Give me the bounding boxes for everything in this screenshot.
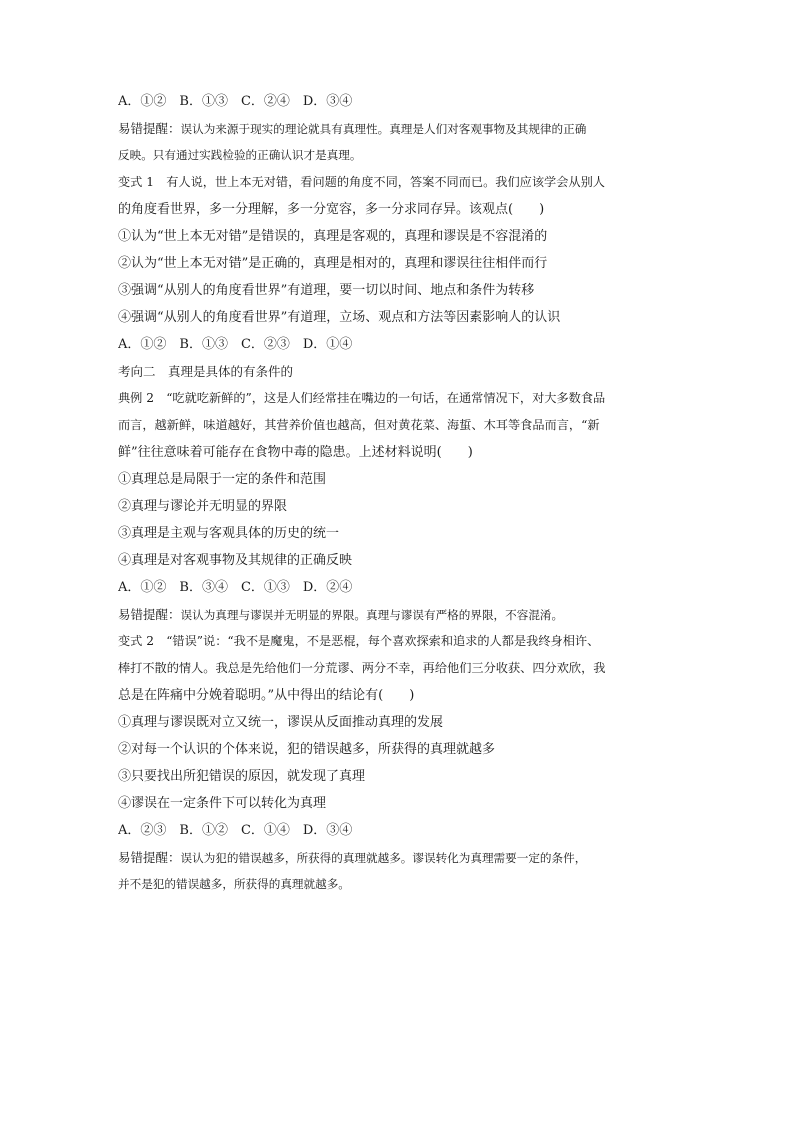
section-heading-2: 考向二 真理是具体的有条件的	[118, 364, 294, 379]
variant-1-item-1: ①认为“世上本无对错”是错误的，真理是客观的，真理和谬误是不容混淆的	[118, 229, 548, 244]
variant-2-item-2: ②对每一个认识的个体来说，犯的错误越多，所获得的真理就越多	[118, 742, 496, 757]
answer-options-1: A．①② B．①③ C．②④ D．③④	[118, 94, 353, 109]
tip-text: 并不是犯的错误越多，所获得的真理就越多。	[118, 877, 350, 891]
error-tip-3	[118, 844, 678, 871]
answer-options-4: A．②③ B．①② C．①④ D．③④	[118, 823, 353, 838]
answer-options-2: A．①② B．①③ C．②③ D．①④	[118, 337, 353, 352]
variant-1-item-3: ③强调“从别人的角度看世界”有道理，要一切以时间、地点和条件为转移	[118, 283, 535, 298]
variant-2-stem-cont: 棒打不散的情人。我总是先给他们一分荒谬、两分不幸，再给他们三分收获、四分欢欣，我	[118, 661, 606, 675]
variant-2-item-4: ④谬误在一定条件下可以转化为真理	[118, 796, 327, 811]
tip-text: 误认为来源于现实的理论就具有真理性。真理是人们对客观事物及其规律的正确	[180, 122, 587, 136]
tip-text: 误认为真理与谬误并无明显的界限。真理与谬误有严格的界限，不容混淆。	[180, 608, 564, 622]
example-2-item-2: ②真理与谬论并无明显的界限	[118, 499, 288, 514]
variant-1-stem-cont: 的角度看世界，多一分理解，多一分宽容，多一分求同存异。该观点( )	[118, 202, 545, 217]
error-tip-2	[118, 601, 678, 628]
example-2-stem: 典例 2 “吃就吃新鲜的”，这是人们经常挂在嘴边的一句话，在通常情况下，对大多数食品	[118, 391, 606, 405]
variant-2-stem: 变式 2 “错误”说：“我不是魔鬼，不是恶棍，每个喜欢探索和追求的人都是我终身相许、	[118, 634, 600, 648]
example-2-item-4: ④真理是对客观事物及其规律的正确反映	[118, 553, 353, 568]
variant-1-item-2: ②认为“世上本无对错”是正确的，真理是相对的，真理和谬误往往相伴而行	[118, 256, 548, 271]
error-tip-1	[118, 115, 678, 142]
tip-text: 反映。只有通过实践检验的正确认识才是真理。	[118, 148, 362, 162]
variant-1-stem: 变式 1 有人说，世上本无对错，看问题的角度不同，答案不同而已。我们应该学会从别人	[118, 175, 605, 189]
variant-2-item-3: ③只要找出所犯错误的原因，就发现了真理	[118, 769, 366, 784]
example-2-item-3: ③真理是主观与客观具体的历史的统一	[118, 526, 340, 541]
example-2-item-1: ①真理总是局限于一定的条件和范围	[118, 472, 327, 487]
variant-2-item-1: ①真理与谬误既对立又统一，谬误从反面推动真理的发展	[118, 715, 444, 730]
tip-label: 易错提醒：	[118, 850, 181, 865]
tip-label: 易错提醒：	[118, 121, 181, 136]
example-2-stem-cont: 而言，越新鲜，味道越好，其营养价值也越高，但对黄花菜、海蜇、木耳等食品而言，“新	[118, 418, 600, 432]
error-tip-3-cont	[118, 871, 678, 898]
error-tip-1-cont	[118, 142, 678, 169]
variant-1-item-4: ④强调“从别人的角度看世界”有道理，立场、观点和方法等因素影响人的认识	[118, 310, 561, 325]
example-2-stem-end: 鲜”往往意味着可能存在食物中毒的隐患。上述材料说明( )	[118, 445, 473, 460]
tip-text: 误认为犯的错误越多，所获得的真理就越多。谬误转化为真理需要一定的条件，	[180, 851, 587, 865]
answer-options-3: A．①② B．③④ C．①③ D．②④	[118, 580, 353, 595]
variant-2-stem-end: 总是在阵痛中分娩着聪明。”从中得出的结论有( )	[118, 688, 415, 703]
tip-label: 易错提醒：	[118, 607, 181, 622]
document-content	[118, 88, 678, 898]
